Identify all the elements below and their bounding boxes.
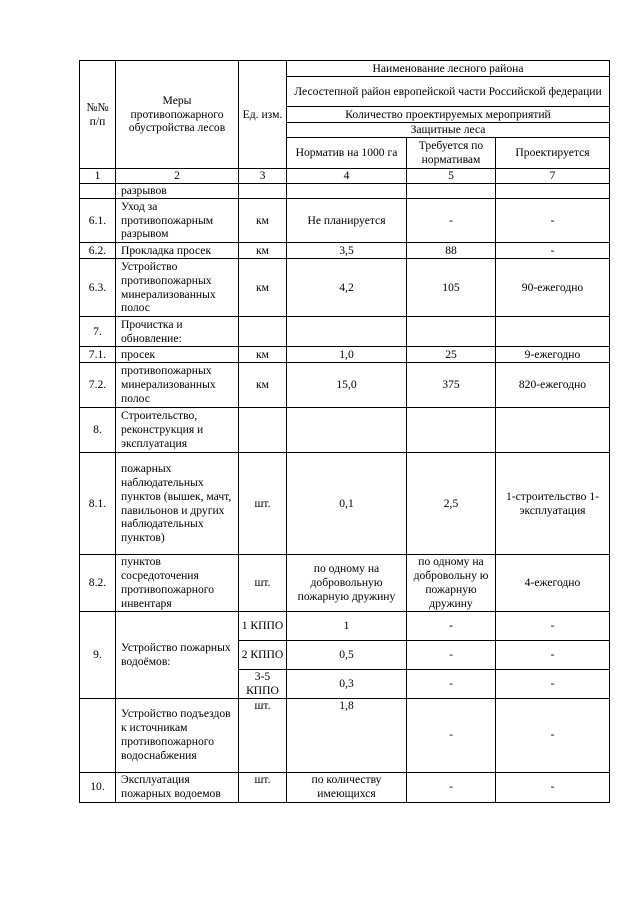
col-number: 3 [239, 169, 287, 184]
row-measure: Устройство подъездов к источникам противопожарного водоснабжения [116, 698, 239, 772]
row-planned: - [496, 640, 610, 669]
column-number-row [80, 169, 610, 184]
row-measure: Устройство противопожарных минерализованных полос [116, 259, 239, 317]
table-row [80, 408, 610, 453]
row-required: по одному на добровольну ю пожарную дружину [407, 555, 496, 612]
row-required [407, 184, 496, 199]
row-planned: - [496, 669, 610, 698]
row-number: 8.2. [80, 555, 116, 612]
row-unit: 3-5 КППО [239, 669, 287, 698]
row-norm: 4,2 [287, 259, 407, 317]
row-required: - [407, 199, 496, 243]
col-number: 5 [407, 169, 496, 184]
row-norm: по одному на добровольную пожарную дружину [287, 555, 407, 612]
row-required: 25 [407, 347, 496, 363]
row-unit: шт. [239, 772, 287, 802]
row-number: 6.1. [80, 199, 116, 243]
row-unit: 1 КППО [239, 611, 287, 640]
row-norm [287, 408, 407, 453]
row-required: - [407, 669, 496, 698]
row-unit [239, 408, 287, 453]
header-unit: Ед. изм. [239, 61, 287, 169]
row-number: 7.1. [80, 347, 116, 363]
row-unit: шт. [239, 555, 287, 612]
row-required: 88 [407, 243, 496, 259]
row-number: 9. [80, 611, 116, 698]
row-required: 2,5 [407, 453, 496, 555]
row-planned: 1-строительство 1-эксплуатация [496, 453, 610, 555]
row-required: - [407, 640, 496, 669]
row-measure: разрывов [116, 184, 239, 199]
row-planned: - [496, 243, 610, 259]
table-row [80, 347, 610, 363]
col-number: 7 [496, 169, 610, 184]
row-measure: Прочистка и обновление: [116, 317, 239, 347]
row-number: 6.3. [80, 259, 116, 317]
row-number: 8. [80, 408, 116, 453]
row-planned: - [496, 698, 610, 772]
row-measure: пожарных наблюдательных пунктов (вышек, мачт, павильонов и других наблюдательных пунктов) [116, 453, 239, 555]
row-number [80, 698, 116, 772]
row-norm: по количеству имеющихся [287, 772, 407, 802]
row-norm: 1,8 [287, 698, 407, 772]
row-planned: 90-ежегодно [496, 259, 610, 317]
table-row [80, 259, 610, 317]
row-unit [239, 317, 287, 347]
row-unit [239, 184, 287, 199]
row-measure: Эксплуатация пожарных водоемов [116, 772, 239, 802]
fire-measures-table [79, 60, 610, 803]
table-row [80, 317, 610, 347]
row-required: - [407, 611, 496, 640]
row-planned [496, 317, 610, 347]
row-norm [287, 184, 407, 199]
header-district-title: Наименование лесного района [287, 61, 610, 77]
row-required: 105 [407, 259, 496, 317]
row-number: 10. [80, 772, 116, 802]
table-row [80, 611, 610, 640]
row-unit: 2 КППО [239, 640, 287, 669]
row-norm: 0,5 [287, 640, 407, 669]
row-unit: шт. [239, 453, 287, 555]
row-norm: 0,1 [287, 453, 407, 555]
row-required [407, 317, 496, 347]
header-qty-title: Количество проектируемых мероприятий [287, 107, 610, 123]
header-district-name: Лесостепной район европейской части Российской федерации [287, 77, 610, 107]
header-num: №№ п/п [80, 61, 116, 169]
row-measure: Строительство, реконструкция и эксплуатация [116, 408, 239, 453]
row-number [80, 184, 116, 199]
row-planned: - [496, 199, 610, 243]
table-row [80, 243, 610, 259]
table-row [80, 698, 610, 772]
row-required: 375 [407, 363, 496, 408]
row-norm: 0,3 [287, 669, 407, 698]
row-measure: Прокладка просек [116, 243, 239, 259]
header-measures: Меры противопожарного обустройства лесов [116, 61, 239, 169]
row-planned: - [496, 772, 610, 802]
header-forest: Защитные леса [287, 123, 610, 138]
table-row [80, 363, 610, 408]
row-norm: 1 [287, 611, 407, 640]
col-number: 1 [80, 169, 116, 184]
row-unit: км [239, 243, 287, 259]
row-measure: Уход за противопожарным разрывом [116, 199, 239, 243]
row-planned [496, 408, 610, 453]
row-measure: пунктов сосредоточения противопожарного инвентаря [116, 555, 239, 612]
row-norm: 3,5 [287, 243, 407, 259]
header-norm: Норматив на 1000 га [287, 138, 407, 169]
row-number: 8.1. [80, 453, 116, 555]
row-number: 7. [80, 317, 116, 347]
col-number: 2 [116, 169, 239, 184]
row-norm: 15,0 [287, 363, 407, 408]
row-number: 7.2. [80, 363, 116, 408]
row-norm [287, 317, 407, 347]
row-unit: км [239, 363, 287, 408]
table-row [80, 199, 610, 243]
row-norm: 1,0 [287, 347, 407, 363]
row-planned [496, 184, 610, 199]
row-required: - [407, 772, 496, 802]
col-number: 4 [287, 169, 407, 184]
row-unit: км [239, 199, 287, 243]
table-row [80, 555, 610, 612]
row-measure: Устройство пожарных водоёмов: [116, 611, 239, 698]
row-required [407, 408, 496, 453]
row-planned: 820-ежегодно [496, 363, 610, 408]
table-row [80, 453, 610, 555]
header-planned: Проектируется [496, 138, 610, 169]
row-measure: противопожарных минерализованных полос [116, 363, 239, 408]
row-unit: км [239, 347, 287, 363]
row-planned: 9-ежегодно [496, 347, 610, 363]
row-measure: просек [116, 347, 239, 363]
row-unit: км [239, 259, 287, 317]
row-planned: - [496, 611, 610, 640]
row-required: - [407, 698, 496, 772]
table-row [80, 772, 610, 802]
header-required: Требуется по нормативам [407, 138, 496, 169]
table-row [80, 184, 610, 199]
row-number: 6.2. [80, 243, 116, 259]
row-planned: 4-ежегодно [496, 555, 610, 612]
row-unit: шт. [239, 698, 287, 772]
row-norm: Не планируется [287, 199, 407, 243]
